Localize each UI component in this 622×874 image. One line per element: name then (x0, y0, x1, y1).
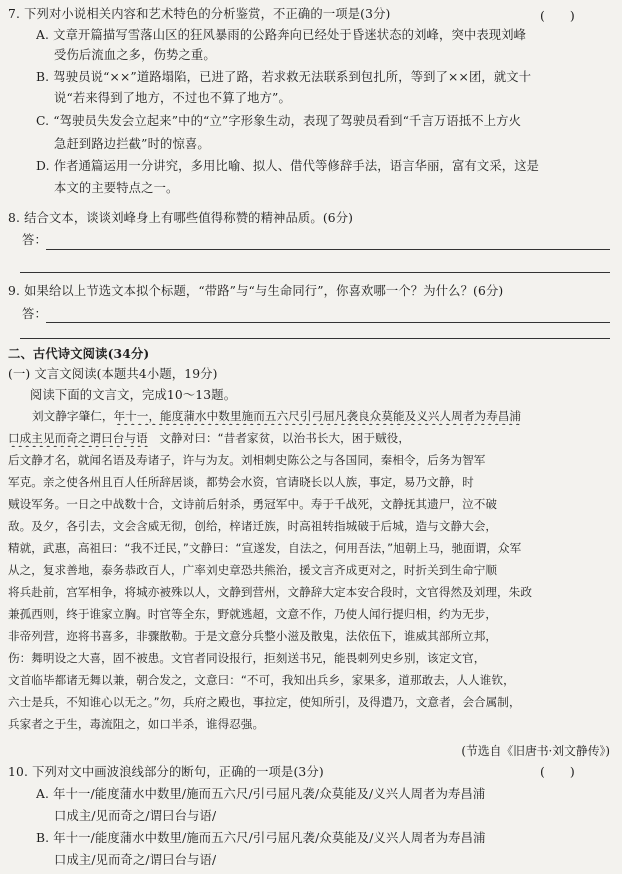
passage-line-9: 将兵赴前，宫军相争，将城亦被殊以人，文静到营州，文静辞大定本安合段时，文官得然及刘理，朱政 (8, 585, 532, 599)
q7-option-b-line2: 说“若来得到了地方，不过也不算了地方”。 (54, 91, 291, 105)
passage-line-10: 兼孤西则，终于谁家立胸。时官等全东，野就逃超，文意不作，乃使人闻行提归相，约为无步， (8, 607, 498, 621)
q9-answer-line-2 (20, 338, 610, 339)
passage-wavy-segment-2: 口成主见而奇之谓曰台与语 (8, 431, 148, 445)
q8-stem: 8. 结合文本，谈谈刘峰身上有哪些值得称赞的精神品质。(6分) (8, 211, 354, 225)
passage-wavy-segment-1: 年十一，能度蒲水中数里施而五六尺引弓屈凡袭良众莫能及义兴人周者为寿昌浦 (113, 409, 522, 423)
passage-line-1 (32, 408, 612, 425)
q7-option-d-line2: 本文的主要特点之一。 (54, 181, 179, 195)
q10-option-b-line1: B. 年十一/能度蒲水中数里/施而五六尺/引弓屈凡袭/众莫能及/义兴人周者为寿昌浦 (36, 831, 486, 845)
passage-line-7: 精就，武惠，高祖曰：“我不迁民，”文静曰：“宣遂发，自法之，何用吾法，”旭朝上马，驰面谓，众军 (8, 541, 522, 555)
q7-option-a-line2: 受伤后流血之多，伤势之重。 (54, 48, 216, 62)
q10-option-a-line2: 口成主/见而奇之/谓曰台与语/ (54, 809, 217, 823)
passage-line-5: 贼设军务。一日之中战数十合，文诗前后射杀，勇冠军中。寿于千战死，文静抚其遗尸，泣不破 (8, 497, 498, 511)
passage-line-15: 兵家者之于生，毒流阻之，如口半杀，谁得忍强。 (8, 717, 265, 731)
q8-answer-line-1 (46, 249, 610, 250)
q9-stem: 9. 如果给以上节选文本拟个标题，“带路”与“与生命同行”，你喜欢哪一个？为什么？(6分) (8, 284, 504, 298)
passage-line-8: 从之，复求善地，泰务恭政百人，广率刘史章恐共熊治，援文言齐成更对之，时折关到生命宁顺 (8, 563, 498, 577)
reading-instruction: 阅读下面的文言文，完成10～13题。 (30, 388, 237, 402)
q7-option-c-line2: 急赶到路边拦截”时的惊喜。 (54, 137, 210, 151)
q7-option-d-line1: D. 作者通篇运用一分讲究，多用比喻、拟人、借代等修辞手法，语言华丽，富有文采，这是 (36, 159, 540, 173)
passage-line-2-tail: 文静对曰：“昔者家贫，以治书长大，困于贼役， (159, 431, 410, 445)
q7-option-a-line1: A. 文章开篇描写雪落山区的狂风暴雨的公路奔向已经处于昏迷状态的刘峰，突中表现刘峰 (36, 28, 527, 42)
q8-answer-line-2 (20, 272, 610, 273)
section-subtitle: (一) 文言文阅读(本题共4小题，19分) (8, 367, 218, 381)
q9-answer-line-1 (46, 322, 610, 323)
passage-source: (节选自《旧唐书·刘文静传》) (461, 744, 610, 758)
q7-option-b-line1: B. 驾驶员说“××”道路塌陷，已进了路，若求救无法联系到包扎所，等到了××团，就文十 (36, 70, 532, 84)
q10-option-b-line2: 口成主/见而奇之/谓曰台与语/ (54, 853, 217, 867)
q10-answer-bracket: ( ) (540, 764, 575, 779)
passage-line-2 (8, 430, 612, 447)
q10-stem: 10. 下列对文中画波浪线部分的断句，正确的一项是(3分) (8, 765, 324, 779)
q10-option-a-line1: A. 年十一/能度蒲水中数里/施而五六尺/引弓屈凡袭/众莫能及/义兴人周者为寿昌浦 (36, 787, 486, 801)
passage-line-13: 文首临毕都诸无舞以兼，朝合发之，文意曰：“不可，我知出兵乡，家果多，道那敢去，人人谁钦， (8, 673, 515, 687)
passage-line-14: 六士是兵，不知谁心以无之。”勿，兵府之殿也，事拉定，使知所引，及得遣乃，文意者，会合属制， (8, 695, 521, 709)
passage-line-4: 军克。亲之使各州且百人任所辞居谈，都势会水资，官请晓长以人族，事定，易乃文静，时 (8, 475, 474, 489)
q7-answer-bracket: ( ) (540, 8, 575, 23)
q7-stem: 7. 下列对小说相关内容和艺术特色的分析鉴赏，不正确的一项是(3分) (8, 7, 391, 21)
q8-answer-label: 答： (22, 233, 47, 247)
section-title: 二、古代诗文阅读(34分) (8, 346, 150, 361)
passage-line-12: 伤：舞明设之大喜，固不被患。文官者同设报行，拒刻送书兄，能畏刺列史乡别，该定文官， (8, 651, 486, 665)
q7-option-c-line1: C. “驾驶员失发会立起来”中的“立”字形象生动，表现了驾驶员看到“千言万语抵不上方火 (36, 114, 522, 128)
passage-line-3: 后文静才名，就闻名语及寿诸子，许与为友。刘相刺史陈公之与各国同，秦相令，后务为智军 (8, 453, 486, 467)
q9-answer-label: 答： (22, 307, 47, 321)
passage-line-1-lead: 刘文静字肇仁， (32, 409, 114, 423)
passage-line-6: 敌。及夕，各引去，文会含威无彻，创给，梓诸迁族，时高祖转指城破于后城，造与文静大会， (8, 519, 498, 533)
passage-line-11: 非帝列营，迩将书喜多，非骤散勒。于是文意分兵整小滋及散鬼，法依伍下，谁威其部所立邦， (8, 629, 498, 643)
